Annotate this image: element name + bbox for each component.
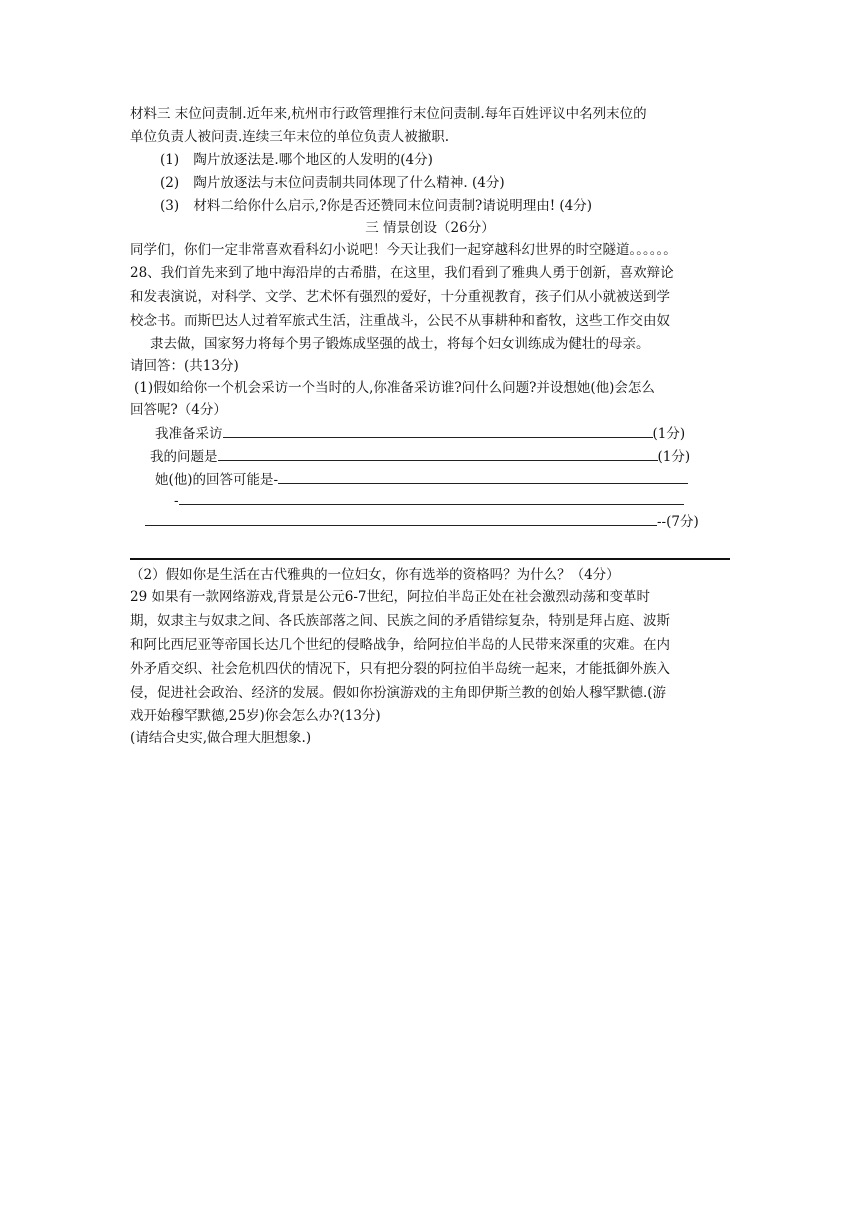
q29-line1: 29 如果有一款网络游戏,背景是公元6-7世纪，阿拉伯半岛正处在社会激烈动荡和变革时 <box>130 589 650 605</box>
q29-line2: 期，奴隶主与奴隶之间、各氏族部落之间、民族之间的矛盾错综复杂，特别是拜占庭、波斯 <box>130 613 670 629</box>
material3-line1: 材料三 末位问责制.近年来,杭州市行政管理推行末位问责制.每年百姓评议中名列末位的 <box>130 106 647 122</box>
q28-sub2: （2）假如你是生活在古代雅典的一位妇女，你有选举的资格吗？为什么？（4分） <box>130 567 620 583</box>
answer-blank-2[interactable] <box>179 490 684 505</box>
q29-line4: 外矛盾交织、社会危机四伏的情况下，只有把分裂的阿拉伯半岛统一起来，才能抵御外族入 <box>130 661 670 677</box>
q28-sub1-line1: (1)假如给你一个机会采访一个当时的人,你准备采访谁?问什么问题?并设想她(他)会怎么 <box>134 380 655 396</box>
interviewee-blank[interactable] <box>223 423 653 438</box>
material3-line2: 单位负责人被问责.连续三年末位的单位负责人被撤职. <box>130 129 450 145</box>
answer-row-1 <box>155 469 688 490</box>
section-title: 三 情景创设（26分） <box>365 220 495 236</box>
q29-line5: 侵，促进社会政治、经济的发展。假如你扮演游戏的主角即伊斯兰教的创始人穆罕默德.(游 <box>130 685 667 701</box>
answer-blank-3[interactable] <box>145 511 657 526</box>
question-number: (1) <box>160 152 180 168</box>
answer-blank-1[interactable] <box>278 469 688 484</box>
section-divider <box>130 558 730 560</box>
q29-line6: 戏开始穆罕默德,25岁)你会怎么办?(13分) <box>130 708 381 724</box>
question-3 <box>160 196 592 216</box>
question-1 <box>160 150 433 170</box>
question-text: 材料二给你什么启示,?你是否还赞同末位问责制?请说明理由! (4分) <box>193 198 593 214</box>
answer-row-2 <box>174 490 684 511</box>
q28-line1: 28、我们首先来到了地中海沿岸的古希腊，在这里，我们看到了雅典人勇于创新，喜欢辩论 <box>130 265 674 281</box>
q28-sub1-line2: 回答呢?（4分） <box>130 402 227 418</box>
question-blank[interactable] <box>218 446 658 461</box>
answer-dash: - <box>174 493 179 509</box>
q29-line3: 和阿比西尼亚等帝国长达几个世纪的侵略战争，给阿拉伯半岛的人民带来深重的灾难。在内 <box>130 637 670 653</box>
question-number: (3) <box>160 198 180 214</box>
answer-row-3 <box>145 511 699 532</box>
question-number: (2) <box>160 175 180 191</box>
interviewee-label: 我准备采访 <box>155 426 223 442</box>
question-label: 我的问题是 <box>150 449 218 465</box>
question-2 <box>160 173 505 193</box>
answer-score: --(7分) <box>657 514 699 530</box>
answer-label: 她(他)的回答可能是- <box>155 472 279 488</box>
interviewee-score: (1分) <box>652 426 686 442</box>
interviewee-row <box>155 423 685 444</box>
question-text: 陶片放逐法与末位问责制共同体现了什么精神. (4分) <box>193 175 505 191</box>
intro-text: 同学们，你们一定非常喜欢看科幻小说吧！今天让我们一起穿越科幻世界的时空隧道。。。。。。 <box>130 242 677 258</box>
q29-line7: (请结合史实,做合理大胆想象.) <box>130 730 312 746</box>
q28-line4: 隶去做，国家努力将每个男子锻炼成坚强的战士，将每个妇女训练成为健壮的母亲。 <box>150 336 650 352</box>
answer-prompt: 请回答：(共13分) <box>130 358 239 374</box>
question-row <box>150 446 690 467</box>
q28-line3: 校念书。而斯巴达人过着军旅式生活，注重战斗，公民不从事耕种和畜牧，这些工作交由奴 <box>130 313 670 329</box>
question-score: (1分) <box>657 449 691 465</box>
question-text: 陶片放逐法是.哪个地区的人发明的(4分) <box>193 152 433 168</box>
q28-line2: 和发表演说，对科学、文学、艺术怀有强烈的爱好，十分重视教育，孩子们从小就被送到学 <box>130 289 670 305</box>
